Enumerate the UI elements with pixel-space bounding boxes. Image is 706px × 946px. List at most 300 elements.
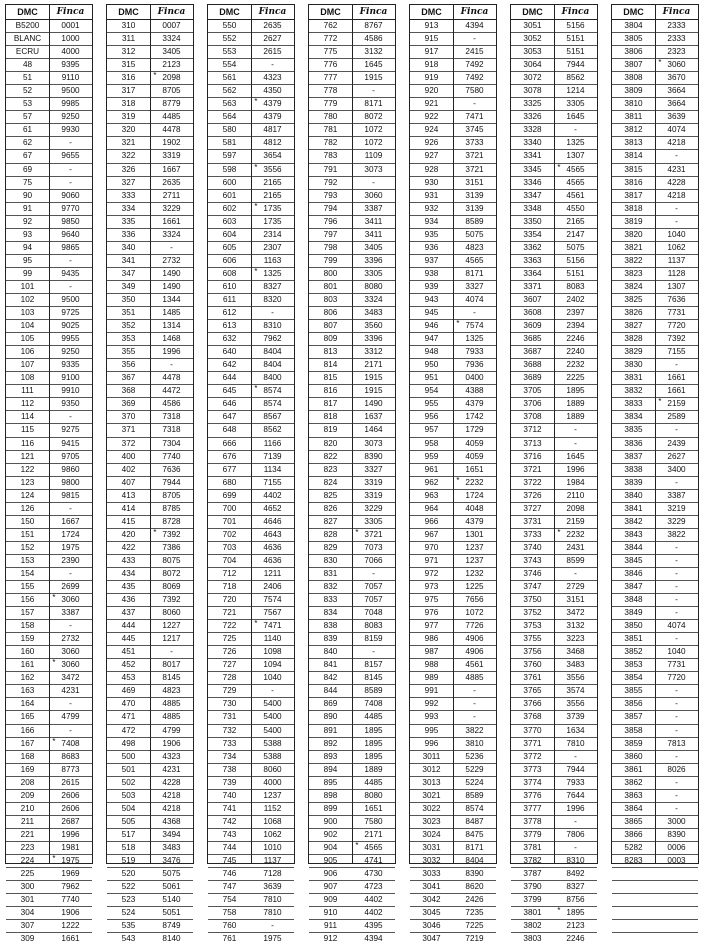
table-row	[511, 307, 597, 320]
table-row	[6, 555, 92, 568]
table-row	[6, 933, 92, 946]
finca-code: 8080	[364, 281, 383, 291]
finca-code: 2240	[566, 347, 585, 357]
table-row	[6, 855, 92, 868]
table-row	[208, 620, 294, 633]
dmc-code: 301	[20, 895, 35, 905]
dmc-code: 3801	[523, 908, 542, 918]
finca-code: 9435	[61, 268, 80, 278]
finca-code: 3483	[162, 842, 181, 852]
finca-code: 7219	[465, 934, 484, 944]
dmc-code: 926	[424, 138, 439, 148]
table-row	[410, 372, 496, 385]
table-row	[208, 725, 294, 738]
dmc-code: 413	[121, 490, 136, 500]
table-row	[107, 385, 193, 398]
dmc-code: 727	[222, 660, 237, 670]
finca-code: 2333	[667, 21, 686, 30]
dmc-code: 803	[323, 294, 338, 304]
finca-code: 1661	[61, 934, 80, 944]
table-row	[612, 203, 698, 216]
finca-code	[655, 907, 698, 919]
dmc-code: 806	[323, 308, 338, 318]
finca-code: 3745	[465, 125, 484, 135]
table-row	[511, 59, 597, 72]
finca-code: 2732	[162, 255, 181, 265]
finca-code: 1072	[364, 125, 383, 135]
table-row	[511, 816, 597, 829]
table-row	[208, 933, 294, 946]
table-row	[511, 268, 597, 281]
finca-code: 8145	[364, 673, 383, 683]
table-row	[208, 137, 294, 150]
dmc-code: 3726	[523, 490, 542, 500]
table-row	[612, 620, 698, 633]
finca-code: * 2232	[557, 527, 585, 539]
finca-code: -	[675, 216, 678, 226]
dmc-code: 3809	[624, 86, 643, 96]
finca-code: 4478	[162, 125, 181, 135]
dmc-code: 371	[121, 425, 136, 435]
table-row	[612, 738, 698, 751]
finca-code: 4636	[263, 555, 282, 565]
dmc-code: 167	[20, 738, 35, 748]
table-row	[309, 490, 395, 503]
finca-code: 7066	[364, 555, 383, 565]
table-row	[410, 568, 496, 581]
finca-code: 5400	[263, 699, 282, 709]
dmc-code: 754	[222, 895, 237, 905]
finca-code: * 7574	[456, 319, 484, 331]
dmc-code: 3047	[422, 934, 441, 944]
dmc-code: 445	[121, 634, 136, 644]
table-row	[612, 398, 698, 411]
table-row	[6, 516, 92, 529]
dmc-code: 356	[121, 360, 136, 370]
table-row	[612, 98, 698, 111]
table-row	[107, 229, 193, 242]
table-row	[208, 529, 294, 542]
dmc-code: 780	[323, 112, 338, 122]
finca-code: -	[372, 177, 375, 187]
table-row	[107, 411, 193, 424]
table-row	[107, 685, 193, 698]
table-row	[410, 490, 496, 503]
table-row	[208, 229, 294, 242]
table-row	[107, 281, 193, 294]
finca-code: 8779	[162, 99, 181, 109]
finca-code: 3319	[364, 477, 383, 487]
table-row	[410, 150, 496, 163]
table-row	[6, 150, 92, 163]
table-row	[612, 633, 698, 646]
finca-code: * 7408	[52, 736, 80, 748]
dmc-code: 95	[22, 255, 33, 265]
dmc-code: 732	[222, 725, 237, 735]
table-row	[612, 920, 698, 933]
finca-code: 1490	[162, 268, 181, 278]
approximate-match-asterisk: *	[52, 854, 56, 863]
table-row	[612, 216, 698, 229]
table-row	[309, 20, 395, 33]
finca-code: -	[574, 125, 577, 135]
finca-code: 7644	[566, 790, 585, 800]
dmc-code: 3843	[624, 529, 643, 539]
dmc-code: 938	[424, 268, 439, 278]
table-column-2	[106, 4, 194, 944]
finca-code: 1915	[364, 386, 383, 396]
table-row	[107, 307, 193, 320]
dmc-code: 761	[222, 934, 237, 944]
dmc-code: 3815	[624, 164, 643, 174]
table-row	[208, 333, 294, 346]
dmc-code: 3746	[523, 568, 542, 578]
finca-code: 3000	[667, 816, 686, 826]
table-row	[107, 777, 193, 790]
finca-code: 1975	[61, 542, 80, 552]
table-row	[107, 242, 193, 255]
dmc-code: 699	[222, 490, 237, 500]
dmc-code: 3371	[523, 281, 542, 291]
finca-code: 1211	[263, 568, 282, 578]
finca-code: 8083	[566, 281, 585, 291]
dmc-code: 921	[424, 99, 439, 109]
dmc-code: 581	[222, 138, 237, 148]
dmc-code: 605	[222, 242, 237, 252]
finca-code: 9860	[61, 464, 80, 474]
finca-code: 8171	[364, 99, 383, 109]
dmc-code: 3022	[422, 803, 441, 813]
dmc-code: 564	[222, 112, 237, 122]
finca-code: -	[675, 725, 678, 735]
table-row	[511, 411, 597, 424]
dmc-code: 718	[222, 582, 237, 592]
dmc-code: 535	[121, 921, 136, 931]
dmc-code: 162	[20, 673, 35, 683]
finca-code: 9100	[61, 373, 80, 383]
table-row	[612, 803, 698, 816]
dmc-code: 123	[20, 477, 35, 487]
table-row	[410, 803, 496, 816]
dmc-header: DMC	[17, 7, 38, 17]
dmc-code: 472	[121, 725, 136, 735]
table-row	[612, 177, 698, 190]
table-row	[309, 555, 395, 568]
finca-code: 4323	[263, 73, 282, 83]
table-row	[208, 659, 294, 672]
table-row	[208, 124, 294, 137]
finca-code: 1128	[667, 268, 686, 278]
finca-code: 3305	[566, 99, 585, 109]
table-row	[107, 59, 193, 72]
dmc-code: 562	[222, 86, 237, 96]
table-row	[6, 542, 92, 555]
dmc-code: 819	[323, 425, 338, 435]
dmc-header: DMC	[219, 7, 240, 17]
finca-code: 3060	[61, 647, 80, 657]
table-row	[612, 711, 698, 724]
table-row	[309, 177, 395, 190]
table-row	[410, 933, 496, 946]
table-row	[511, 933, 597, 946]
dmc-code: 543	[121, 934, 136, 944]
table-row	[208, 490, 294, 503]
table-row	[309, 294, 395, 307]
finca-logo-header: Finca	[561, 7, 590, 17]
table-row	[6, 738, 92, 751]
table-row	[208, 255, 294, 268]
finca-code: 8157	[364, 660, 383, 670]
table-row	[309, 451, 395, 464]
dmc-code: 992	[424, 699, 439, 709]
finca-code: 3739	[566, 712, 585, 722]
table-row	[612, 59, 698, 72]
table-row	[208, 685, 294, 698]
finca-code: 8567	[263, 412, 282, 422]
table-row	[612, 529, 698, 542]
finca-code: 4478	[162, 373, 181, 383]
dmc-code: 642	[222, 360, 237, 370]
finca-code: 1137	[667, 255, 686, 265]
finca-code: 4218	[667, 138, 686, 148]
dmc-code: 3766	[523, 699, 542, 709]
dmc-code: 3364	[523, 268, 542, 278]
finca-code: 4823	[465, 242, 484, 252]
finca-code: 1232	[465, 568, 484, 578]
finca-code: -	[675, 477, 678, 487]
dmc-code: 796	[323, 216, 338, 226]
table-row	[511, 124, 597, 137]
table-row	[612, 111, 698, 124]
finca-code: * 4379	[254, 97, 282, 109]
dmc-code: 225	[20, 869, 35, 879]
table-row	[6, 398, 92, 411]
dmc-code: 3771	[523, 738, 542, 748]
finca-code: 8390	[465, 869, 484, 879]
approximate-match-asterisk: *	[355, 527, 359, 537]
finca-code: 4799	[162, 725, 181, 735]
dmc-code: 210	[20, 803, 35, 813]
dmc-code: 924	[424, 125, 439, 135]
table-row	[6, 581, 92, 594]
dmc-code: 166	[20, 725, 35, 735]
table-row	[6, 451, 92, 464]
table-row	[309, 124, 395, 137]
dmc-code: 3851	[624, 634, 643, 644]
table-row	[309, 216, 395, 229]
finca-code: 1889	[364, 764, 383, 774]
table-row	[511, 255, 597, 268]
dmc-code: 797	[323, 229, 338, 239]
dmc-code: 834	[323, 608, 338, 618]
finca-code: 3721	[465, 164, 484, 174]
table-row	[511, 398, 597, 411]
table-row	[107, 124, 193, 137]
dmc-code: 818	[323, 412, 338, 422]
table-row	[6, 868, 92, 881]
finca-code: 4885	[162, 699, 181, 709]
dmc-code: 895	[323, 777, 338, 787]
table-row	[208, 790, 294, 803]
table-row	[309, 137, 395, 150]
table-row	[208, 711, 294, 724]
finca-code: 1651	[465, 464, 484, 474]
dmc-code: 809	[323, 334, 338, 344]
finca-code: * 8574	[254, 384, 282, 396]
dmc-code: 3837	[624, 451, 643, 461]
dmc-code: 3340	[523, 138, 542, 148]
dmc-code: 913	[424, 21, 439, 30]
table-row	[410, 385, 496, 398]
table-row	[410, 359, 496, 372]
table-row	[612, 190, 698, 203]
finca-code: 3229	[667, 516, 686, 526]
finca-code: 1889	[566, 399, 585, 409]
table-row	[309, 464, 395, 477]
approximate-match-asterisk: *	[153, 71, 157, 81]
finca-code: 1068	[263, 816, 282, 826]
dmc-code: 75	[22, 177, 33, 187]
dmc-code: 3817	[624, 190, 643, 200]
dmc-code: 825	[323, 490, 338, 500]
dmc-code: 169	[20, 764, 35, 774]
dmc-code: 943	[424, 294, 439, 304]
finca-code: 1915	[364, 73, 383, 83]
dmc-code: 3774	[523, 777, 542, 787]
table-row	[6, 659, 92, 672]
dmc-code: 500	[121, 751, 136, 761]
table-row	[309, 516, 395, 529]
finca-code: 1137	[263, 856, 282, 865]
table-row	[410, 255, 496, 268]
finca-code: * 1895	[557, 906, 585, 918]
dmc-code: 701	[222, 516, 237, 526]
table-row	[410, 594, 496, 607]
table-row	[511, 894, 597, 907]
finca-code: 7386	[162, 542, 181, 552]
dmc-code: 601	[222, 190, 237, 200]
dmc-code: 956	[424, 412, 439, 422]
finca-code: 4059	[465, 451, 484, 461]
finca-code: 7574	[263, 595, 282, 605]
finca-code: 8390	[364, 451, 383, 461]
table-row	[107, 294, 193, 307]
table-row	[107, 659, 193, 672]
dmc-code: 700	[222, 503, 237, 513]
table-row	[208, 920, 294, 933]
finca-code: 7656	[465, 595, 484, 605]
table-row	[107, 607, 193, 620]
table-row	[511, 725, 597, 738]
table-row	[511, 907, 597, 920]
finca-code: 7944	[566, 764, 585, 774]
finca-code: 1742	[465, 412, 484, 422]
dmc-code: 3824	[624, 281, 643, 291]
dmc-code: 90	[22, 190, 33, 200]
dmc-code: 922	[424, 112, 439, 122]
finca-code: 7740	[61, 895, 80, 905]
finca-code: 2171	[364, 360, 383, 370]
dmc-code: 647	[222, 412, 237, 422]
finca-code: 4586	[162, 399, 181, 409]
table-row	[309, 777, 395, 790]
table-row	[107, 164, 193, 177]
table-row	[208, 633, 294, 646]
table-row	[511, 150, 597, 163]
table-row	[410, 203, 496, 216]
finca-code: -	[69, 164, 72, 174]
finca-code: -	[675, 751, 678, 761]
finca-code: 1040	[263, 673, 282, 683]
dmc-code: 760	[222, 921, 237, 931]
table-row	[107, 150, 193, 163]
dmc-code: 434	[121, 568, 136, 578]
dmc-code: 433	[121, 555, 136, 565]
dmc-code: 3777	[523, 803, 542, 813]
dmc-code: 970	[424, 542, 439, 552]
finca-code: 1325	[566, 138, 585, 148]
finca-code: 7155	[263, 477, 282, 487]
finca-code: * 2232	[456, 475, 484, 487]
finca-code: 1661	[162, 216, 181, 226]
finca-code: 1981	[61, 842, 80, 852]
finca-code: 3327	[465, 281, 484, 291]
table-row	[410, 438, 496, 451]
table-row	[612, 333, 698, 346]
finca-code: 1072	[465, 608, 484, 618]
finca-code: 3405	[364, 242, 383, 252]
dmc-code: 840	[323, 647, 338, 657]
finca-code: 3560	[364, 321, 383, 331]
table-row	[511, 633, 597, 646]
table-row	[511, 438, 597, 451]
dmc-code: 3790	[523, 882, 542, 892]
finca-code: 4586	[364, 34, 383, 44]
dmc-code: 814	[323, 360, 338, 370]
table-row	[511, 581, 597, 594]
dmc-code: 918	[424, 60, 439, 70]
finca-code: 8069	[162, 582, 181, 592]
table-row	[6, 503, 92, 516]
table-row	[511, 203, 597, 216]
dmc-code: 3354	[523, 229, 542, 239]
finca-code: 4218	[162, 803, 181, 813]
finca-code: 8599	[566, 555, 585, 565]
finca-code: 8756	[566, 895, 585, 905]
table-row	[6, 85, 92, 98]
table-row	[309, 320, 395, 333]
table-row	[208, 842, 294, 855]
table-row	[410, 607, 496, 620]
dmc-code: 444	[121, 621, 136, 631]
finca-code: 1667	[61, 516, 80, 526]
table-row	[6, 190, 92, 203]
table-row	[107, 398, 193, 411]
finca-code: 0001	[61, 21, 80, 30]
finca-code: 2687	[61, 816, 80, 826]
finca-code: 5388	[263, 738, 282, 748]
finca-code: 8060	[263, 764, 282, 774]
dmc-code: 738	[222, 764, 237, 774]
table-row	[6, 633, 92, 646]
finca-code: 2589	[667, 412, 686, 422]
dmc-code: 3685	[523, 334, 542, 344]
finca-code: -	[271, 60, 274, 70]
dmc-code: 3768	[523, 712, 542, 722]
table-row	[309, 894, 395, 907]
finca-code: -	[170, 647, 173, 657]
finca-code: * 3721	[355, 527, 383, 539]
